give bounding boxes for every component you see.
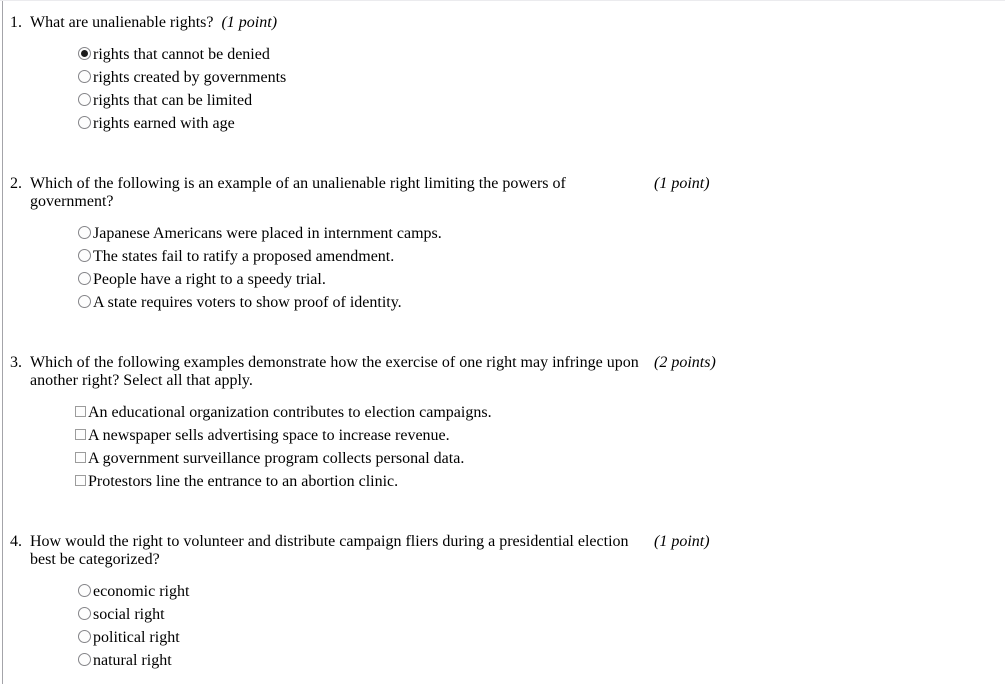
option-label: economic right — [93, 583, 190, 600]
quiz-body — [0, 14, 1005, 675]
radio-icon[interactable] — [78, 630, 91, 643]
answer-option[interactable] — [78, 583, 1005, 606]
answer-option[interactable] — [78, 92, 1005, 115]
radio-icon[interactable] — [78, 295, 91, 308]
radio-icon[interactable] — [78, 272, 91, 285]
question-header — [0, 533, 1005, 569]
option-label: natural right — [93, 652, 172, 669]
answer-option[interactable] — [78, 115, 1005, 138]
points-label: (1 point) — [221, 14, 278, 31]
option-label: An educational organization contributes to election campaigns. — [88, 404, 492, 421]
question-header — [0, 14, 1005, 32]
option-label: rights earned with age — [93, 115, 235, 132]
question-text: How would the right to volunteer and distribute campaign fliers during a presidential election best be categorized? — [30, 533, 629, 568]
options-group — [78, 225, 1005, 317]
radio-icon[interactable] — [78, 249, 91, 262]
option-label: A government surveillance program collects personal data. — [88, 450, 465, 467]
radio-icon[interactable] — [78, 93, 91, 106]
page-left-border — [2, 1, 3, 684]
question-number: 3. — [10, 354, 22, 371]
option-label: social right — [93, 606, 165, 623]
answer-option[interactable] — [75, 450, 1005, 473]
option-label: People have a right to a speedy trial. — [93, 271, 326, 288]
option-label: Protestors line the entrance to an abortion clinic. — [88, 473, 399, 490]
option-label: political right — [93, 629, 180, 646]
question-number: 1. — [10, 14, 22, 31]
question-block — [0, 354, 1005, 496]
options-group — [78, 46, 1005, 138]
option-label: rights that can be limited — [93, 92, 253, 109]
question-number: 2. — [10, 175, 22, 192]
radio-icon[interactable] — [78, 226, 91, 239]
option-label: A newspaper sells advertising space to increase revenue. — [88, 427, 450, 444]
answer-option[interactable] — [78, 46, 1005, 69]
answer-option[interactable] — [78, 271, 1005, 294]
answer-option[interactable] — [75, 404, 1005, 427]
question-block — [0, 175, 1005, 317]
answer-option[interactable] — [78, 606, 1005, 629]
answer-option[interactable] — [78, 225, 1005, 248]
checkbox-icon[interactable] — [75, 429, 86, 440]
option-label: The states fail to ratify a proposed amendment. — [93, 248, 395, 265]
question-number: 4. — [10, 533, 22, 550]
answer-option[interactable] — [75, 427, 1005, 450]
question-block — [0, 533, 1005, 675]
radio-icon[interactable] — [78, 116, 91, 129]
question-block — [0, 14, 1005, 138]
question-header — [0, 354, 1005, 390]
option-label: Japanese Americans were placed in internment camps. — [93, 225, 442, 242]
question-text: What are unalienable rights? — [30, 14, 214, 31]
options-group — [78, 583, 1005, 675]
checkbox-icon[interactable] — [75, 406, 86, 417]
checkbox-icon[interactable] — [75, 452, 86, 463]
answer-option[interactable] — [78, 629, 1005, 652]
options-group — [75, 404, 1005, 496]
radio-icon[interactable] — [78, 70, 91, 83]
option-label: rights created by governments — [93, 69, 287, 86]
question-header — [0, 175, 1005, 211]
points-label: (1 point) — [654, 533, 710, 550]
answer-option[interactable] — [75, 473, 1005, 496]
question-text: Which of the following is an example of an unalienable right limiting the powers of government? — [30, 175, 566, 210]
checkbox-icon[interactable] — [75, 475, 86, 486]
answer-option[interactable] — [78, 294, 1005, 317]
answer-option[interactable] — [78, 652, 1005, 675]
points-label: (2 points) — [654, 354, 716, 371]
radio-icon[interactable] — [78, 47, 91, 60]
radio-icon[interactable] — [78, 653, 91, 666]
option-label: rights that cannot be denied — [93, 46, 270, 63]
radio-icon[interactable] — [78, 584, 91, 597]
points-label: (1 point) — [654, 175, 710, 192]
option-label: A state requires voters to show proof of identity. — [93, 294, 402, 311]
answer-option[interactable] — [78, 248, 1005, 271]
answer-option[interactable] — [78, 69, 1005, 92]
radio-icon[interactable] — [78, 607, 91, 620]
question-text: Which of the following examples demonstrate how the exercise of one right may infringe upon another right? Select all that apply. — [30, 354, 639, 389]
